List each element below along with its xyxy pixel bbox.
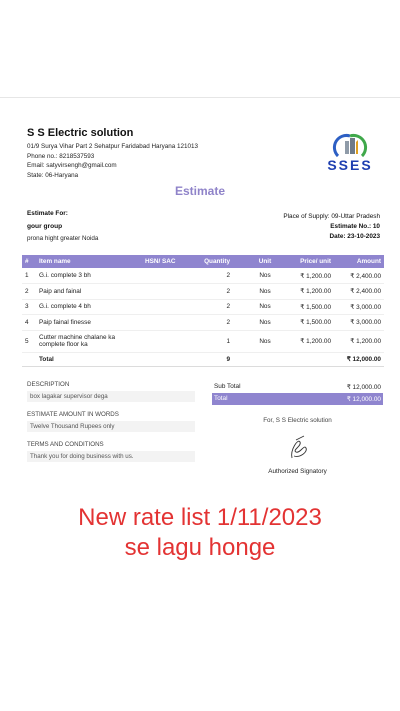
row-item-name: G.i. complete 3 bh [36,268,142,284]
description-label: DESCRIPTION [27,381,70,388]
table-row [22,299,384,315]
table-row [22,330,384,352]
row-quantity: 2 [184,299,248,315]
table-row [22,284,384,300]
subtotal-label: Sub Total [214,383,241,390]
top-divider [0,97,400,98]
amount-in-words-value: Twelve Thousand Rupees only [27,421,195,432]
row-unit: Nos [248,268,282,284]
row-price: ₹ 1,500.00 [282,315,334,331]
company-logo [314,130,386,176]
row-item-name: Paip and fainal [36,284,142,300]
place-of-supply: Place of Supply: 09-Uttar Pradesh [283,213,380,220]
row-hsn [142,284,184,300]
estimate-date: Date: 23-10-2023 [329,233,380,240]
col-header-unit: Unit [248,255,282,268]
logo-emblem-icon [314,130,386,158]
col-header-hsn: HSN/ SAC [142,255,184,268]
grand-total-label: Total [214,395,228,402]
col-header-item: Item name [36,255,142,268]
row-amount: ₹ 2,400.00 [334,268,384,284]
company-name: S S Electric solution [27,127,134,139]
col-header-index: # [22,255,36,268]
row-amount: ₹ 3,000.00 [334,315,384,331]
row-item-name: Paip fainal finesse [36,315,142,331]
notes-section [27,381,195,471]
row-price: ₹ 1,200.00 [282,330,334,352]
total-amount: ₹ 12,000.00 [334,352,384,366]
col-header-price: Price/ unit [282,255,334,268]
row-amount: ₹ 2,400.00 [334,284,384,300]
row-hsn [142,315,184,331]
row-index: 2 [22,284,36,300]
row-quantity: 2 [184,315,248,331]
subtotal-value: ₹ 12,000.00 [346,384,381,391]
terms-label: TERMS AND CONDITIONS [27,441,104,448]
row-hsn [142,268,184,284]
estimate-for-block [27,210,98,242]
company-email: Email: satyvirsengh@gmail.com [27,162,117,169]
estimate-info-block [283,212,380,242]
row-amount: ₹ 3,000.00 [334,299,384,315]
row-item-name: Cutter machine chalane ka complete floor ka [36,330,142,352]
items-table [22,255,384,367]
company-state: State: 06-Haryana [27,171,79,179]
rate-list-note [0,503,400,563]
description-value: box lagakar supervisor dega [27,391,195,402]
total-quantity: 9 [184,352,248,366]
company-phone: Phone no.: 8218537593 [27,152,95,160]
table-header-row [22,255,384,268]
authorized-signatory: Authorized Signatory [268,468,327,475]
for-company-text: For, S S Electric solution [263,417,332,424]
estimate-for-label: Estimate For: [27,210,68,217]
row-quantity: 1 [184,330,248,352]
grand-total-value: ₹ 12,000.00 [346,396,381,403]
row-unit: Nos [248,330,282,352]
table-total-row [22,352,384,366]
row-price: ₹ 1,200.00 [282,268,334,284]
col-header-amount: Amount [334,255,384,268]
logo-text: SSES [327,157,373,173]
row-price: ₹ 1,200.00 [282,284,334,300]
company-block [27,127,267,180]
customer-name: gour group [27,223,63,230]
row-amount: ₹ 1,200.00 [334,330,384,352]
company-address: 01/9 Surya Vihar Part 2 Sehatpur Faridabad Haryana 121013 [27,143,199,150]
row-quantity: 2 [184,268,248,284]
summary-block [212,381,383,405]
grand-total-row [212,393,383,405]
amount-in-words-label: ESTIMATE AMOUNT IN WORDS [27,411,119,418]
terms-value: Thank you for doing business with us. [27,451,195,462]
note-line-2: se lagu honge [124,534,276,561]
row-item-name: G.i. complete 4 bh [36,299,142,315]
row-unit: Nos [248,299,282,315]
row-index: 3 [22,299,36,315]
note-line-1: New rate list 1/11/2023 [78,504,322,531]
subtotal-row [212,381,383,393]
row-unit: Nos [248,284,282,300]
table-row [22,315,384,331]
signature-icon [286,432,310,462]
table-row [22,268,384,284]
document-title: Estimate [174,184,226,198]
row-hsn [142,330,184,352]
row-index: 5 [22,330,36,352]
row-index: 4 [22,315,36,331]
row-index: 1 [22,268,36,284]
customer-address: prona hight greater Noida [27,235,99,242]
row-price: ₹ 1,500.00 [282,299,334,315]
col-header-quantity: Quantity [184,255,248,268]
row-hsn [142,299,184,315]
total-label: Total [36,352,142,366]
row-unit: Nos [248,315,282,331]
row-quantity: 2 [184,284,248,300]
estimate-number: Estimate No.: 10 [330,223,380,230]
